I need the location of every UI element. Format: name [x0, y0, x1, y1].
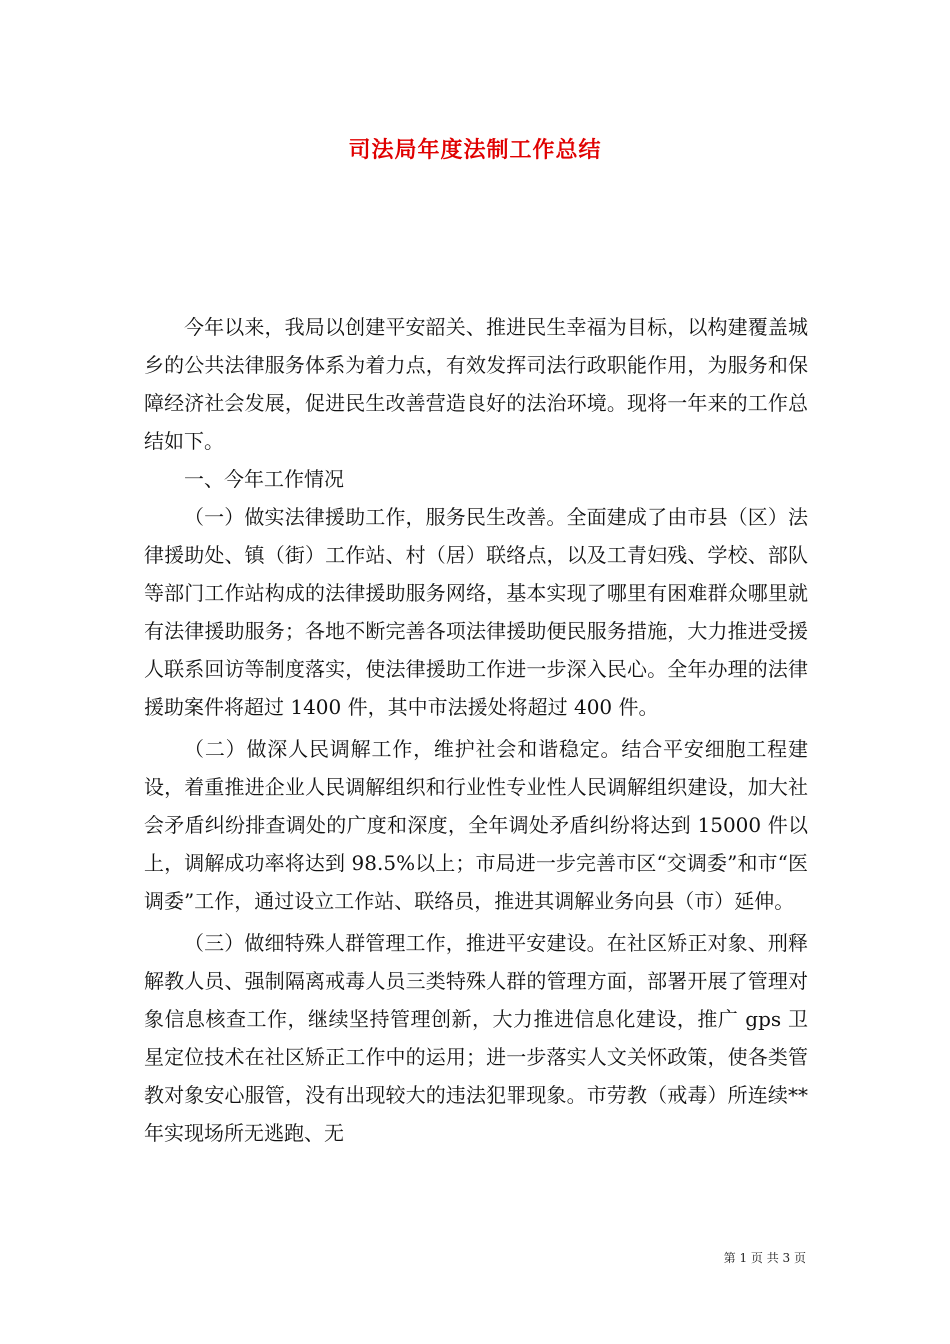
- paragraph-mediation: （二）做深人民调解工作，维护社会和谐稳定。结合平安细胞工程建设，着重推进企业人民调解组织和行业性专业性人民调解组织建设，加大社会矛盾纠纷排查调处的广度和深度，全年调处矛盾纠纷将达到 15000 件以上，调解成功率将达到 98.5%以上；市局进一步完善市区“交调委”和市“医调委”工作，通过设立工作站、联络员，推进其调解业务向县（市）延伸。: [144, 737, 808, 913]
- document-body: [144, 308, 808, 1152]
- document-title: 司法局年度法制工作总结: [348, 137, 602, 163]
- paragraph-intro: 今年以来，我局以创建平安韶关、推进民生幸福为目标，以构建覆盖城乡的公共法律服务体系为着力点，有效发挥司法行政职能作用，为服务和保障经济社会发展，促进民生改善营造良好的法治环境。现将一年来的工作总结如下。: [144, 315, 808, 453]
- paragraph-special-groups: （三）做细特殊人群管理工作，推进平安建设。在社区矫正对象、刑释解教人员、强制隔离戒毒人员三类特殊人群的管理方面，部署开展了管理对象信息核查工作，继续坚持管理创新，大力推进信息化建设，推广 gps 卫星定位技术在社区矫正工作中的运用；进一步落实人文关怀政策，使各类管教对象安心服管，没有出现较大的违法犯罪现象。市劳教（戒毒）所连续**年实现场所无逃跑、无: [144, 931, 808, 1145]
- paragraph-legal-aid: （一）做实法律援助工作，服务民生改善。全面建成了由市县（区）法律援助处、镇（街）工作站、村（居）联络点，以及工青妇残、学校、部队等部门工作站构成的法律援助服务网络，基本实现了哪里有困难群众哪里就有法律援助服务；各地不断完善各项法律援助便民服务措施，大力推进受援人联系回访等制度落实，使法律援助工作进一步深入民心。全年办理的法律援助案件将超过 1400 件，其中市法援处将超过 400 件。: [144, 505, 808, 719]
- section-heading: 一、今年工作情况: [184, 467, 344, 491]
- page-footer: 第 1 页 共 3 页: [723, 1251, 806, 1265]
